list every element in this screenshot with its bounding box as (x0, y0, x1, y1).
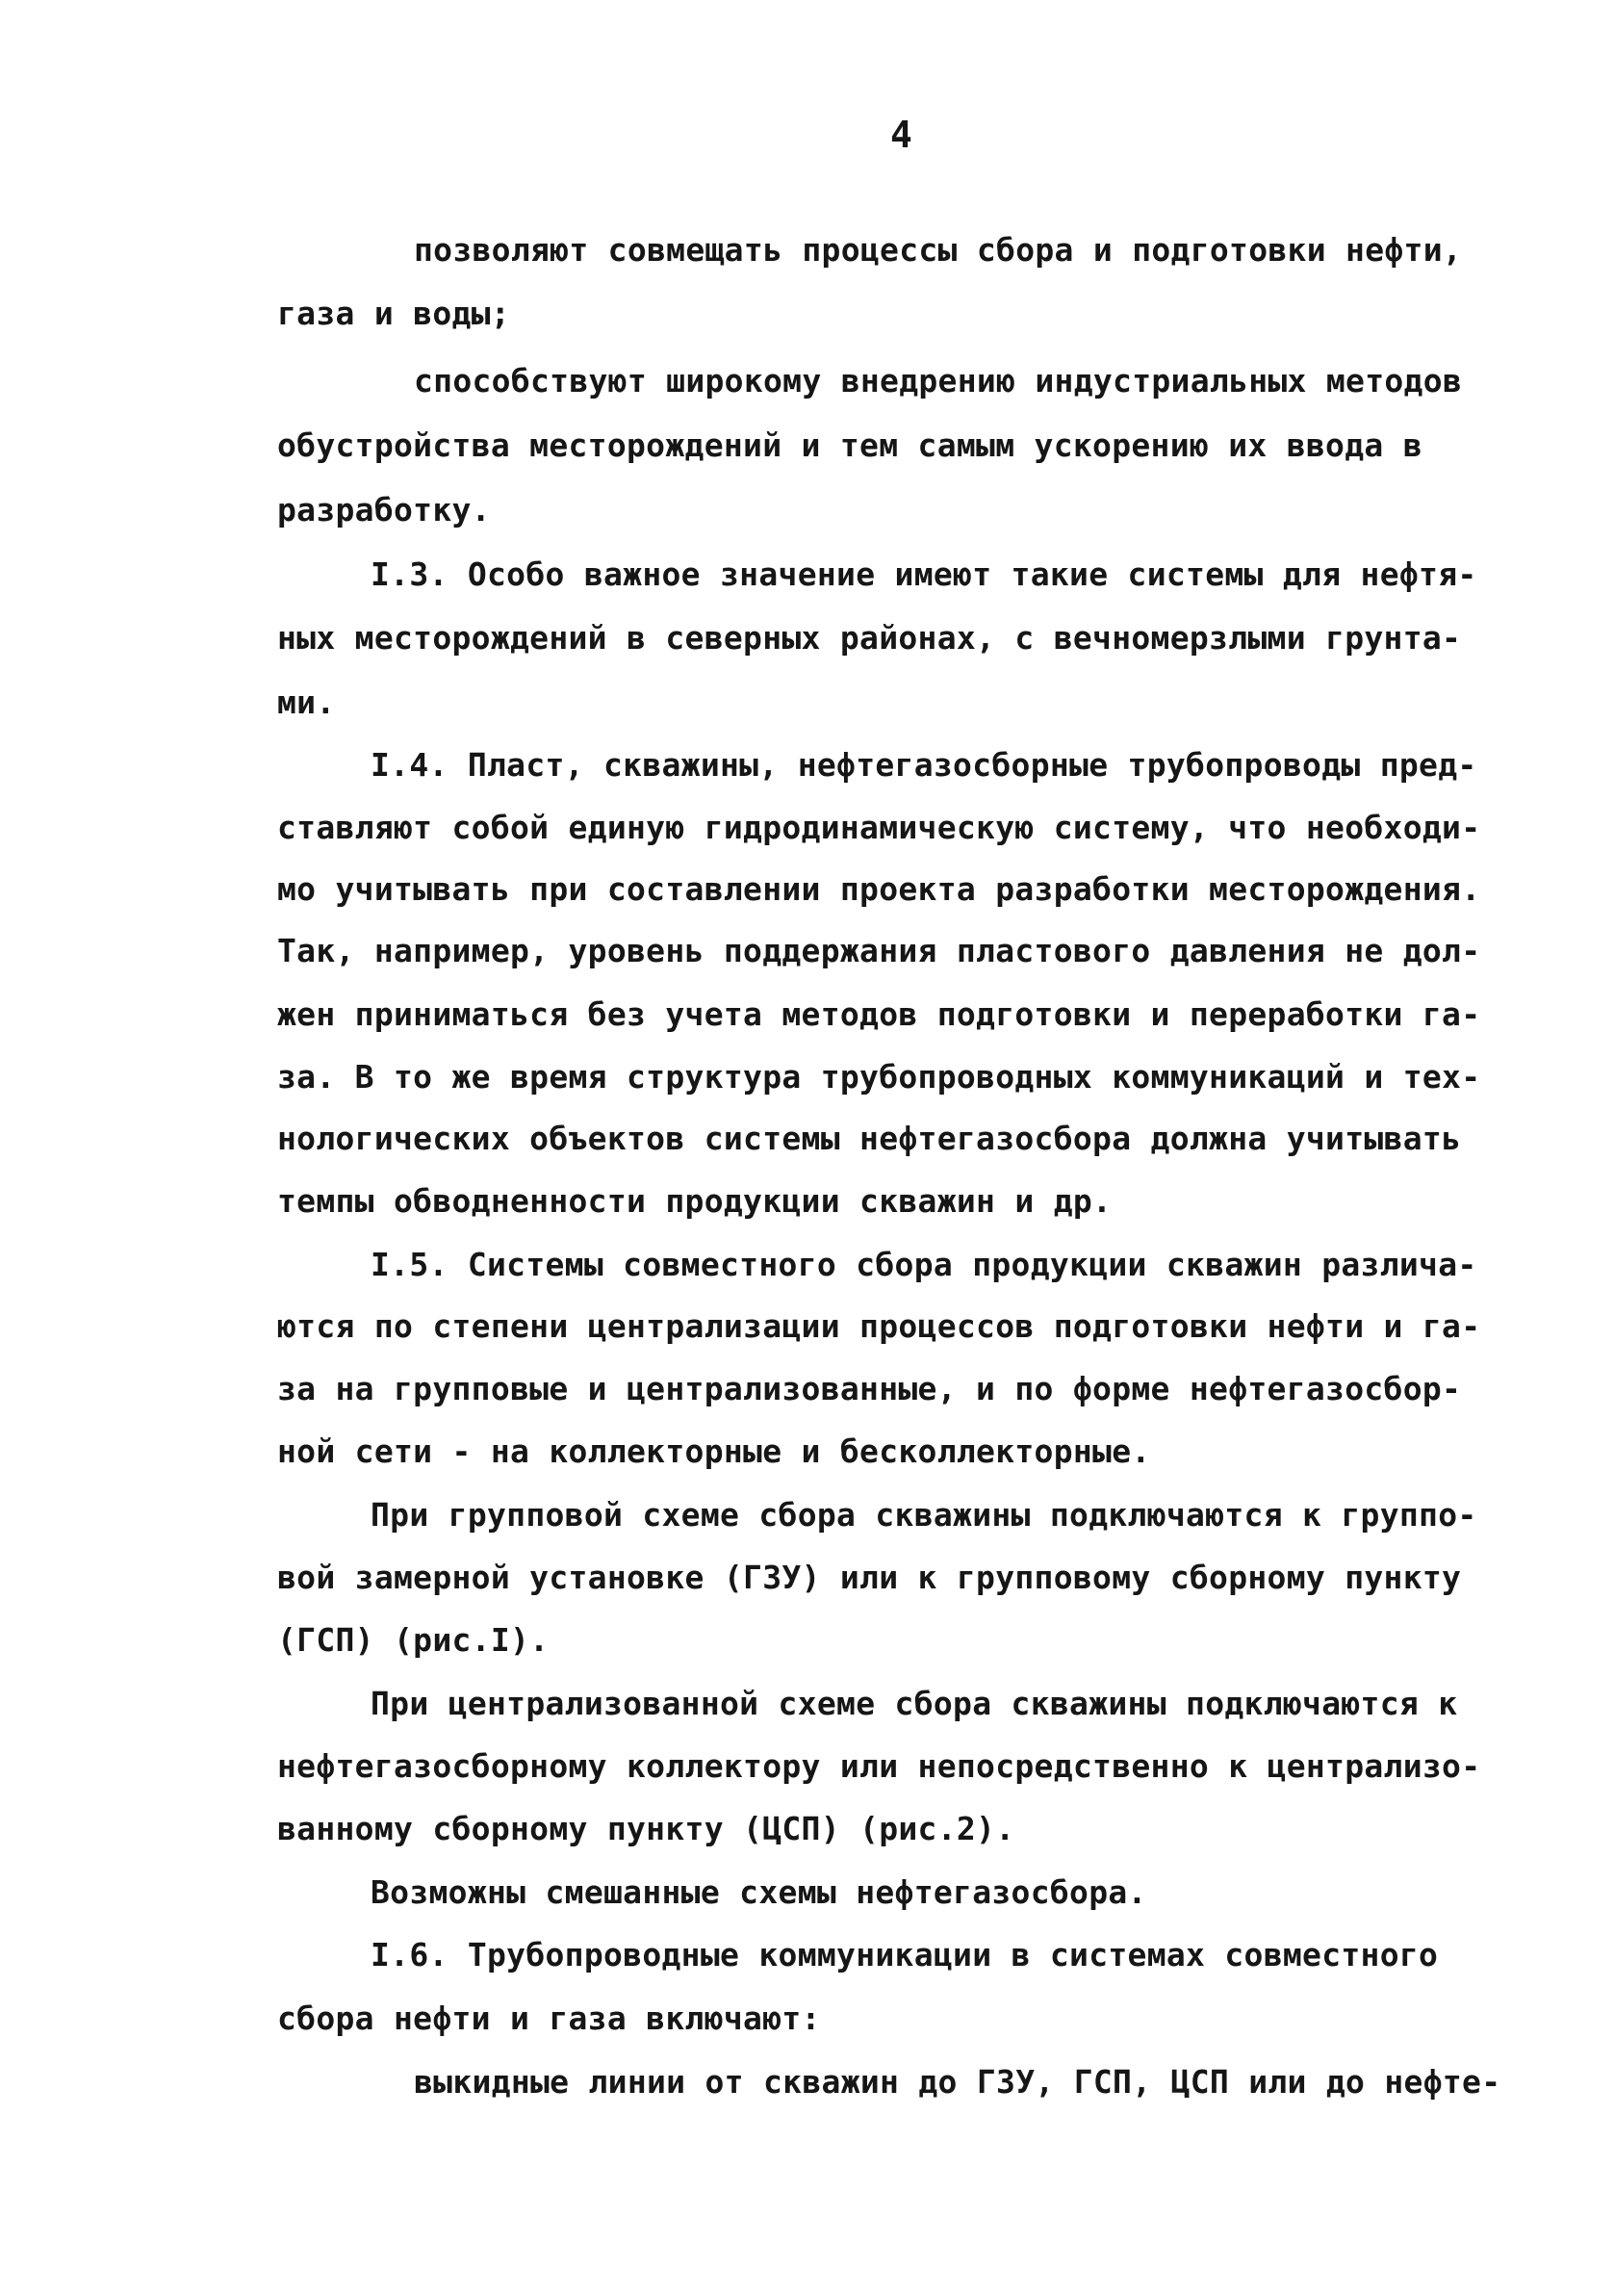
text-line: (ГСП) (рис.I). (277, 1621, 550, 1659)
text-line: нефтегазосборному коллектору или непосредственно к централизо- (277, 1747, 1481, 1785)
text-line: газа и воды; (277, 295, 511, 332)
text-line: ных месторождений в северных районах, с вечномерзлыми грунта- (277, 619, 1462, 657)
text-line: сбора нефти и газа включают: (277, 1999, 821, 2037)
text-line: жен приниматься без учета методов подготовки и переработки га- (277, 995, 1481, 1033)
text-line: При централизованной схеме сбора скважины подключаются к (371, 1685, 1458, 1722)
text-line: за на групповые и централизованные, и по форме нефтегазосбор- (277, 1370, 1462, 1407)
text-line: позволяют совмещать процессы сбора и подготовки нефти, (414, 231, 1463, 269)
text-line: темпы обводненности продукции скважин и др. (277, 1182, 1113, 1220)
text-line: ставляют собой единую гидродинамическую систему, что необходи- (277, 809, 1481, 846)
text-line: обустройства месторождений и тем самым ускорению их ввода в (277, 426, 1422, 464)
text-line: мо учитывать при составлении проекта разработки месторождения. (277, 870, 1481, 908)
page-number: 4 (890, 114, 912, 156)
text-line: выкидные линии от скважин до ГЗУ, ГСП, ЦСП или до нефте- (414, 2063, 1501, 2101)
text-line: ются по степени централизации процессов подготовки нефти и га- (277, 1307, 1481, 1345)
text-line: I.4. Пласт, скважины, нефтегазосборные трубопроводы пред- (371, 746, 1477, 784)
text-line: ной сети - на коллекторные и бесколлекторные. (277, 1432, 1151, 1470)
text-line: способствуют широкому внедрению индустриальных методов (414, 362, 1463, 400)
text-line: I.3. Особо важное значение имеют такие системы для нефтя- (371, 555, 1477, 593)
text-line: вой замерной установке (ГЗУ) или к групповому сборному пункту (277, 1559, 1462, 1596)
text-line: за. В то же время структура трубопроводных коммуникаций и тех- (277, 1058, 1481, 1096)
text-line: разработку. (277, 491, 491, 529)
text-line: Так, например, уровень поддержания пластового давления не дол- (277, 932, 1481, 969)
text-line: ванному сборному пункту (ЦСП) (рис.2). (277, 1810, 1015, 1847)
text-line: Возможны смешанные схемы нефтегазосбора. (371, 1873, 1147, 1911)
text-line: При групповой схеме сбора скважины подключаются к группо- (371, 1496, 1477, 1534)
text-line: нологических объектов системы нефтегазосбора должна учитывать (277, 1120, 1462, 1157)
text-line: ми. (277, 684, 336, 721)
text-line: I.6. Трубопроводные коммуникации в системах совместного (371, 1936, 1439, 1974)
text-line: I.5. Системы совместного сбора продукции скважин различа- (371, 1246, 1477, 1283)
